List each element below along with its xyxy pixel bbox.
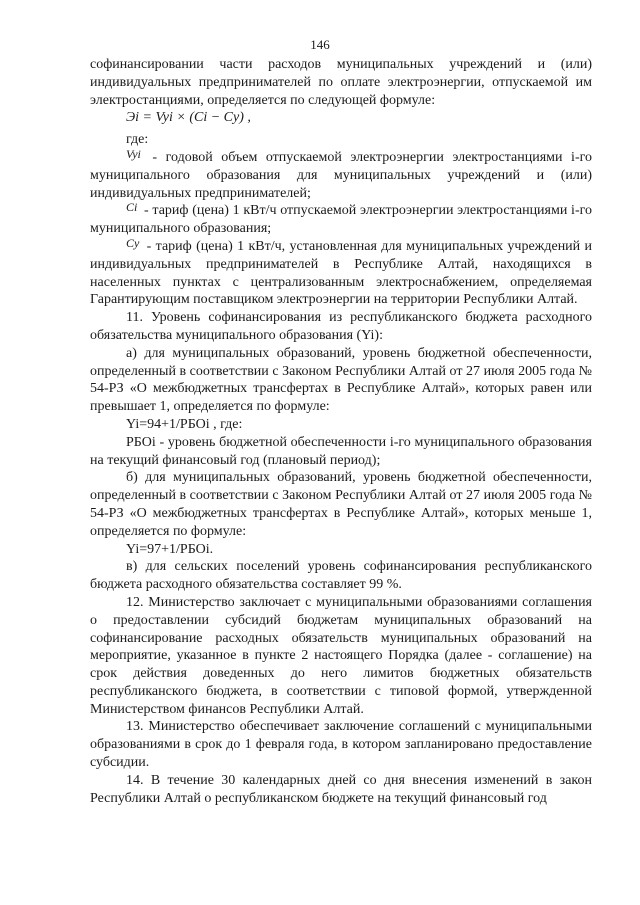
- paragraph-14: 14. В течение 30 календарных дней со дня внесения изменений в закон Республики Алтай о республиканском бюджете на текущий финансовый год: [90, 772, 592, 806]
- paragraph-12: 12. Министерство заключает с муниципальными образованиями соглашения о предоставлении субсидий бюджетам муниципальных образований на софинансирование расходных обязательств муниципальных образований на мероприятие, указанное в пункте 2 настоящего Порядка (далее - соглашение) на срок действия доведенных до него лимитов бюджетных обязательств республиканского бюджета, в соответствии с типовой формой, утвержденной Министерством финансов Республики Алтай.: [90, 594, 592, 717]
- symbol-ci: Ci: [126, 200, 138, 215]
- definition-ci: Ci - тариф (цена) 1 кВт/ч отпускаемой электроэнергии электростанциями i-го муниципального образования;: [90, 200, 592, 237]
- paragraph-intro: софинансировании части расходов муниципальных учреждений и (или) индивидуальных предпринимателей по оплате электроэнергии, отпускаемой им электростанциями, определяется по следующей формуле:: [90, 57, 592, 108]
- paragraph-11v: в) для сельских поселений уровень софинансирования республиканского бюджета расходного обязательства составляет 99 %.: [90, 559, 592, 593]
- definition-vyi: Vyi - годовой объем отпускаемой электроэнергии электростанциями i-го муниципального образования для муниципальных учреждений и (или) индивидуальных предпринимателей;: [90, 146, 592, 201]
- formula-e: Эi = Vyi × (Ci − Cy) ,: [126, 110, 251, 126]
- paragraph-13: 13. Министерство обеспечивает заключение соглашений с муниципальными образованиями в срок до 1 февраля года, в котором запланировано предоставление субсидии.: [90, 719, 592, 771]
- formula-yi-1: Yi=94+1/РБОi , где:: [126, 416, 243, 432]
- paragraph-11: 11. Уровень софинансирования из республиканского бюджета расходного обязательства муниципального образования (Yi):: [90, 310, 592, 343]
- symbol-vyi: Vyi: [126, 146, 141, 161]
- definition-cy: Cy - тариф (цена) 1 кВт/ч, установленная для муниципальных учреждений и индивидуальных предпринимателей в Республике Алтай, находящихся в населенных пунктах с централизованным электроснабжением, определяемая Гарантирующим поставщиком электроэнергии на территории Республики Алтай.: [90, 235, 592, 308]
- symbol-cy: Cy: [126, 235, 140, 250]
- formula-yi-2: Yi=97+1/РБОi.: [126, 541, 214, 557]
- document-body: [90, 56, 592, 807]
- paragraph-11a: а) для муниципальных образований, уровень бюджетной обеспеченности, определенный в соответствии с Законом Республики Алтай от 27 июля 2005 года № 54-РЗ «О межбюджетных трансфертах в Республике Алтай», которых равен или превышает 1, определяется по формуле:: [90, 345, 592, 415]
- page-number: 146: [310, 37, 330, 52]
- definition-rbo: РБОi - уровень бюджетной обеспеченности i-го муниципального образования на текущий финансовый год (плановый период);: [90, 434, 592, 468]
- paragraph-11b: б) для муниципальных образований, уровень бюджетной обеспеченности, определенный в соответствии с Законом Республики Алтай от 27 июля 2005 года № 54-РЗ «О межбюджетных трансфертах в Республике Алтай», которых меньше 1, определяется по формуле:: [90, 470, 592, 539]
- where-label: где:: [126, 132, 149, 148]
